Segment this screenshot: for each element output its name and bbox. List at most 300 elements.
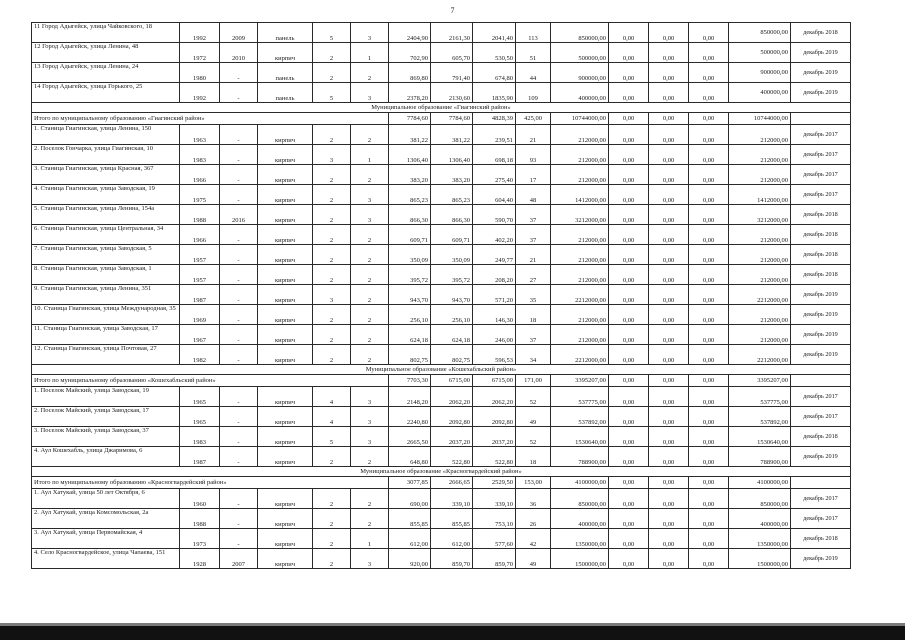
c1-cell: 0,00 [609,265,649,285]
floors-cell: 2 [313,43,351,63]
area-res-cell: 2041,40 [473,23,516,43]
area-res-cell: 246,00 [473,325,516,345]
cost-cell: 850000,00 [551,489,609,509]
c4-cell: 2212000,00 [729,285,791,305]
year-cell: 1987 [180,447,220,467]
table-row [32,285,851,305]
area-total-cell: 2148,20 [389,387,431,407]
address-cell: 8. Станица Гиагинская, улица Заводская, 1 [32,265,180,285]
c3-cell: 0,00 [689,245,729,265]
entrances-cell: 2 [351,447,389,467]
due-date-cell: декабрь 2018 [791,205,851,225]
residents-cell: 52 [516,387,551,407]
page-number: 7 [450,6,455,15]
area-res-cell: 2037,20 [473,427,516,447]
total-area-total-cell: 7784,60 [389,113,431,125]
cost-cell: 2212000,00 [551,285,609,305]
residents-cell: 18 [516,447,551,467]
floors-cell: 2 [313,165,351,185]
area-res-cell: 522,80 [473,447,516,467]
c4-cell: 212000,00 [729,145,791,165]
table-row [32,225,851,245]
area-res-cell: 859,70 [473,549,516,569]
entrances-cell: 2 [351,509,389,529]
c4-cell: 788900,00 [729,447,791,467]
c1-cell: 0,00 [609,529,649,549]
c1-cell: 0,00 [609,245,649,265]
repair-cell: - [220,509,258,529]
area-living-cell: 2037,20 [431,427,473,447]
c4-cell: 212000,00 [729,245,791,265]
residents-cell: 44 [516,63,551,83]
residents-cell: 49 [516,407,551,427]
area-res-cell: 530,50 [473,43,516,63]
year-cell: 1992 [180,23,220,43]
floors-cell: 2 [313,205,351,225]
area-living-cell: 855,85 [431,509,473,529]
c2-cell: 0,00 [649,225,689,245]
total-label: Итого по муниципальному образованию «Гиагинский район» [32,113,389,125]
section-title: Муниципальное образование «Гиагинский район» [32,103,851,113]
repair-cell: - [220,145,258,165]
address-cell: 6. Станица Гиагинская, улица Центральная, 34 [32,225,180,245]
area-total-cell: 2404,90 [389,23,431,43]
c1-cell: 0,00 [609,447,649,467]
year-cell: 1980 [180,63,220,83]
cost-cell: 212000,00 [551,225,609,245]
area-living-cell: 2092,80 [431,407,473,427]
total-area-living-cell: 6715,00 [431,375,473,387]
year-cell: 1988 [180,509,220,529]
c4-cell: 537892,00 [729,407,791,427]
cost-cell: 2212000,00 [551,345,609,365]
due-date-cell: декабрь 2017 [791,489,851,509]
address-cell: 4. Станица Гиагинская, улица Заводская, 19 [32,185,180,205]
c4-cell: 1500000,00 [729,549,791,569]
residents-cell: 18 [516,305,551,325]
entrances-cell: 3 [351,427,389,447]
area-living-cell: 395,72 [431,265,473,285]
floors-cell: 2 [313,325,351,345]
table-row [32,529,851,549]
floors-cell: 4 [313,407,351,427]
table-row [32,145,851,165]
cost-cell: 212000,00 [551,265,609,285]
c3-cell: 0,00 [689,345,729,365]
address-cell: 7. Станица Гиагинская, улица Заводская, 5 [32,245,180,265]
c1-cell: 0,00 [609,23,649,43]
area-living-cell: 256,10 [431,305,473,325]
cost-cell: 212000,00 [551,245,609,265]
total-due-cell [791,375,851,387]
c1-cell: 0,00 [609,225,649,245]
address-cell: 11. Станица Гиагинская, улица Заводская, 17 [32,325,180,345]
entrances-cell: 3 [351,407,389,427]
residents-cell: 37 [516,325,551,345]
entrances-cell: 2 [351,165,389,185]
table-row [32,205,851,225]
area-res-cell: 249,77 [473,245,516,265]
area-res-cell: 674,80 [473,63,516,83]
c2-cell: 0,00 [649,83,689,103]
residents-cell: 93 [516,145,551,165]
area-total-cell: 350,09 [389,245,431,265]
total-area-res-cell: 2529,50 [473,477,516,489]
residents-cell: 27 [516,265,551,285]
c1-cell: 0,00 [609,83,649,103]
c3-cell: 0,00 [689,509,729,529]
area-res-cell: 402,20 [473,225,516,245]
area-living-cell: 609,71 [431,225,473,245]
c2-cell: 0,00 [649,345,689,365]
entrances-cell: 1 [351,145,389,165]
cost-cell: 212000,00 [551,305,609,325]
c1-cell: 0,00 [609,305,649,325]
repair-cell: - [220,265,258,285]
cost-cell: 1350000,00 [551,529,609,549]
floors-cell: 2 [313,549,351,569]
total-cost-cell: 4100000,00 [551,477,609,489]
year-cell: 1983 [180,145,220,165]
material-cell: кирпич [258,305,313,325]
floors-cell: 5 [313,83,351,103]
due-date-cell: декабрь 2019 [791,285,851,305]
entrances-cell: 3 [351,23,389,43]
floors-cell: 2 [313,265,351,285]
c4-cell: 212000,00 [729,125,791,145]
floors-cell: 2 [313,509,351,529]
cost-cell: 1500000,00 [551,549,609,569]
area-total-cell: 702,90 [389,43,431,63]
c2-cell: 0,00 [649,63,689,83]
c3-cell: 0,00 [689,145,729,165]
year-cell: 1928 [180,549,220,569]
total-area-living-cell: 7784,60 [431,113,473,125]
cost-cell: 212000,00 [551,325,609,345]
total-c2-cell: 0,00 [649,477,689,489]
cost-cell: 212000,00 [551,125,609,145]
area-res-cell: 753,10 [473,509,516,529]
material-cell: кирпич [258,529,313,549]
due-date-cell: декабрь 2019 [791,345,851,365]
cost-cell: 400000,00 [551,509,609,529]
table-row [32,305,851,325]
entrances-cell: 3 [351,387,389,407]
table-row [32,489,851,509]
due-date-cell: декабрь 2018 [791,529,851,549]
area-living-cell: 605,70 [431,43,473,63]
total-residents-cell: 153,00 [516,477,551,489]
c3-cell: 0,00 [689,447,729,467]
total-due-cell [791,477,851,489]
material-cell: кирпич [258,387,313,407]
c1-cell: 0,00 [609,185,649,205]
c3-cell: 0,00 [689,489,729,509]
section-title: Муниципальное образование «Кошехабльский район» [32,365,851,375]
area-total-cell: 802,75 [389,345,431,365]
total-c2-cell: 0,00 [649,113,689,125]
address-cell: 3. Поселок Майский, улица Заводская, 37 [32,427,180,447]
year-cell: 1966 [180,225,220,245]
entrances-cell: 1 [351,43,389,63]
residents-cell: 109 [516,83,551,103]
c2-cell: 0,00 [649,489,689,509]
area-living-cell: 865,23 [431,185,473,205]
address-cell: 1. Аул Хатукай, улица 50 лет Октября, 6 [32,489,180,509]
entrances-cell: 2 [351,225,389,245]
table-row [32,83,851,103]
address-cell: 12 Город Адыгейск, улица Ленина, 48 [32,43,180,63]
section-header-row [32,103,851,113]
year-cell: 1957 [180,265,220,285]
area-living-cell: 383,20 [431,165,473,185]
section-header-row [32,365,851,375]
area-living-cell: 802,75 [431,345,473,365]
year-cell: 1987 [180,285,220,305]
c1-cell: 0,00 [609,205,649,225]
total-c2-cell: 0,00 [649,375,689,387]
entrances-cell: 2 [351,305,389,325]
material-cell: кирпич [258,509,313,529]
material-cell: кирпич [258,489,313,509]
table-row [32,185,851,205]
due-date-cell: декабрь 2017 [791,165,851,185]
repair-cell: - [220,125,258,145]
area-res-cell: 1835,90 [473,83,516,103]
c1-cell: 0,00 [609,345,649,365]
c3-cell: 0,00 [689,305,729,325]
c2-cell: 0,00 [649,185,689,205]
entrances-cell: 2 [351,345,389,365]
total-c4-cell: 4100000,00 [729,477,791,489]
cost-cell: 850000,00 [551,23,609,43]
area-total-cell: 920,00 [389,549,431,569]
floors-cell: 2 [313,447,351,467]
area-living-cell: 943,70 [431,285,473,305]
cost-cell: 537775,00 [551,387,609,407]
c2-cell: 0,00 [649,447,689,467]
c3-cell: 0,00 [689,225,729,245]
c2-cell: 0,00 [649,285,689,305]
area-total-cell: 381,22 [389,125,431,145]
c1-cell: 0,00 [609,165,649,185]
area-res-cell: 2092,80 [473,407,516,427]
material-cell: кирпич [258,245,313,265]
cost-cell: 500000,00 [551,43,609,63]
material-cell: кирпич [258,205,313,225]
entrances-cell: 2 [351,245,389,265]
address-cell: 1. Поселок Майский, улица Заводская, 19 [32,387,180,407]
residents-cell: 35 [516,285,551,305]
c2-cell: 0,00 [649,305,689,325]
total-area-total-cell: 7703,30 [389,375,431,387]
c2-cell: 0,00 [649,509,689,529]
year-cell: 1960 [180,489,220,509]
c4-cell: 3212000,00 [729,205,791,225]
residents-cell: 113 [516,23,551,43]
cost-cell: 400000,00 [551,83,609,103]
entrances-cell: 2 [351,63,389,83]
address-cell: 13 Город Адыгейск, улица Ленина, 24 [32,63,180,83]
floors-cell: 2 [313,125,351,145]
due-date-cell: декабрь 2019 [791,305,851,325]
due-date-cell: декабрь 2019 [791,549,851,569]
c3-cell: 0,00 [689,387,729,407]
area-total-cell: 866,30 [389,205,431,225]
residents-cell: 37 [516,205,551,225]
c3-cell: 0,00 [689,285,729,305]
c3-cell: 0,00 [689,165,729,185]
due-date-cell: декабрь 2019 [791,83,851,103]
entrances-cell: 3 [351,83,389,103]
c3-cell: 0,00 [689,43,729,63]
address-cell: 14 Город Адыгейск, улица Горького, 25 [32,83,180,103]
area-living-cell: 866,30 [431,205,473,225]
floors-cell: 3 [313,285,351,305]
floors-cell: 2 [313,489,351,509]
entrances-cell: 3 [351,549,389,569]
area-res-cell: 2062,20 [473,387,516,407]
year-cell: 1975 [180,185,220,205]
c3-cell: 0,00 [689,549,729,569]
material-cell: кирпич [258,325,313,345]
residents-cell: 21 [516,245,551,265]
c2-cell: 0,00 [649,43,689,63]
due-date-cell: декабрь 2019 [791,63,851,83]
entrances-cell: 2 [351,285,389,305]
repair-cell: 2010 [220,43,258,63]
due-date-cell: декабрь 2017 [791,407,851,427]
repair-cell: - [220,165,258,185]
area-living-cell: 859,70 [431,549,473,569]
c1-cell: 0,00 [609,325,649,345]
address-cell: 12. Станица Гиагинская, улица Почтовая, 27 [32,345,180,365]
due-date-cell: декабрь 2018 [791,265,851,285]
material-cell: кирпич [258,265,313,285]
table-row [32,245,851,265]
c3-cell: 0,00 [689,63,729,83]
c1-cell: 0,00 [609,407,649,427]
year-cell: 1963 [180,125,220,145]
due-date-cell: декабрь 2018 [791,245,851,265]
c1-cell: 0,00 [609,63,649,83]
repair-cell: - [220,325,258,345]
total-due-cell [791,113,851,125]
c2-cell: 0,00 [649,165,689,185]
material-cell: кирпич [258,185,313,205]
floors-cell: 4 [313,387,351,407]
repair-cell: - [220,225,258,245]
table-row [32,23,851,43]
year-cell: 1965 [180,387,220,407]
due-date-cell: декабрь 2019 [791,447,851,467]
total-residents-cell: 425,00 [516,113,551,125]
area-living-cell: 339,10 [431,489,473,509]
table-row [32,427,851,447]
residents-cell: 37 [516,225,551,245]
floors-cell: 2 [313,185,351,205]
total-area-total-cell: 3077,85 [389,477,431,489]
due-date-cell: декабрь 2018 [791,23,851,43]
floors-cell: 2 [313,245,351,265]
area-total-cell: 2378,20 [389,83,431,103]
c4-cell: 212000,00 [729,265,791,285]
area-res-cell: 208,20 [473,265,516,285]
c4-cell: 400000,00 [729,83,791,103]
total-c1-cell: 0,00 [609,477,649,489]
material-cell: кирпич [258,145,313,165]
total-c3-cell: 0,00 [689,477,729,489]
area-total-cell: 256,10 [389,305,431,325]
table-row [32,265,851,285]
material-cell: кирпич [258,549,313,569]
year-cell: 1967 [180,325,220,345]
repair-cell: 2009 [220,23,258,43]
area-res-cell: 698,18 [473,145,516,165]
c3-cell: 0,00 [689,407,729,427]
total-c3-cell: 0,00 [689,113,729,125]
area-total-cell: 2665,50 [389,427,431,447]
c1-cell: 0,00 [609,43,649,63]
year-cell: 1966 [180,165,220,185]
c1-cell: 0,00 [609,145,649,165]
year-cell: 1973 [180,529,220,549]
area-res-cell: 239,51 [473,125,516,145]
cost-cell: 212000,00 [551,165,609,185]
floors-cell: 2 [313,529,351,549]
c4-cell: 212000,00 [729,305,791,325]
address-cell: 9. Станица Гиагинская, улица Ленина, 351 [32,285,180,305]
table-row [32,387,851,407]
c3-cell: 0,00 [689,427,729,447]
c4-cell: 212000,00 [729,325,791,345]
repair-cell: - [220,185,258,205]
c3-cell: 0,00 [689,205,729,225]
area-living-cell: 350,09 [431,245,473,265]
area-total-cell: 1306,40 [389,145,431,165]
housing-register-table [31,22,851,569]
c4-cell: 537775,00 [729,387,791,407]
cost-cell: 900000,00 [551,63,609,83]
c2-cell: 0,00 [649,529,689,549]
repair-cell: - [220,489,258,509]
residents-cell: 21 [516,125,551,145]
c3-cell: 0,00 [689,83,729,103]
c3-cell: 0,00 [689,125,729,145]
c1-cell: 0,00 [609,285,649,305]
c3-cell: 0,00 [689,185,729,205]
repair-cell: - [220,305,258,325]
due-date-cell: декабрь 2017 [791,145,851,165]
entrances-cell: 2 [351,265,389,285]
c2-cell: 0,00 [649,325,689,345]
table-row [32,345,851,365]
material-cell: кирпич [258,285,313,305]
area-living-cell: 612,00 [431,529,473,549]
due-date-cell: декабрь 2017 [791,185,851,205]
c1-cell: 0,00 [609,549,649,569]
c4-cell: 400000,00 [729,509,791,529]
c2-cell: 0,00 [649,387,689,407]
repair-cell: - [220,285,258,305]
residents-cell: 34 [516,345,551,365]
c1-cell: 0,00 [609,387,649,407]
c2-cell: 0,00 [649,549,689,569]
address-cell: 2. Поселок Майский, улица Заводская, 17 [32,407,180,427]
c2-cell: 0,00 [649,145,689,165]
area-res-cell: 146,30 [473,305,516,325]
entrances-cell: 2 [351,125,389,145]
